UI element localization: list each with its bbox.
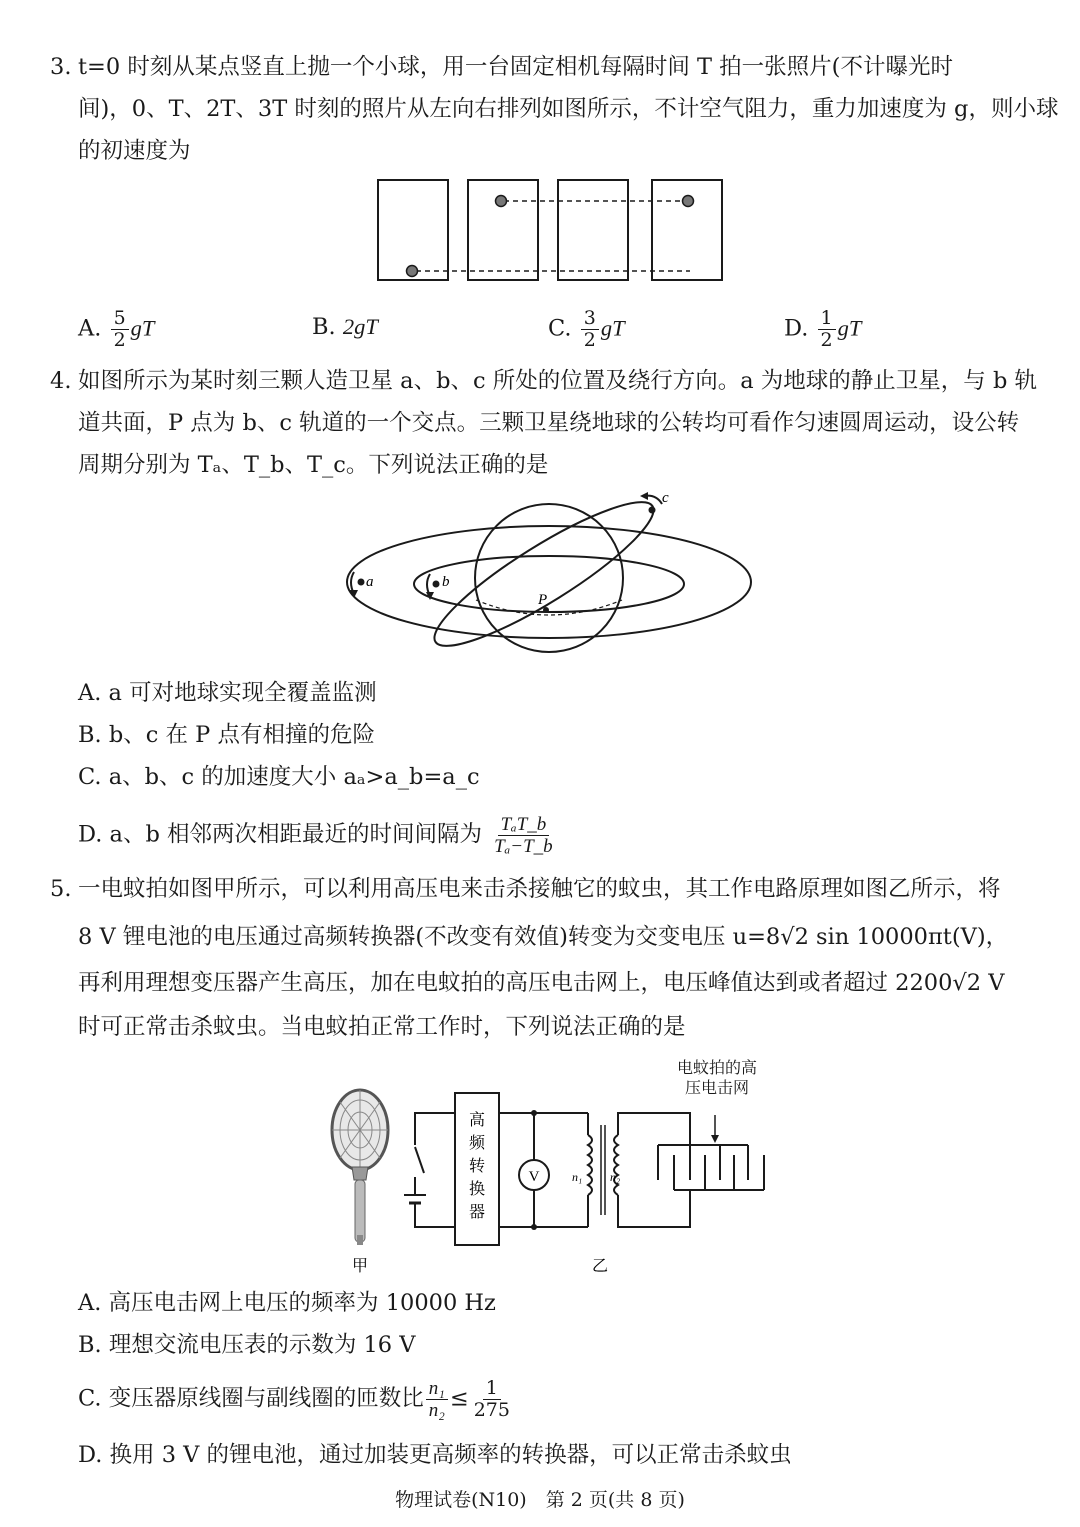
q5-stem-line-4: 时可正常击杀蚊虫。当电蚊拍正常工作时，下列说法正确的是 [78,1014,686,1040]
q4-satellite-orbits-figure [330,482,770,672]
q3-option-d[interactable]: D. $\frac{1}{2}$ gT [784,307,862,351]
label-b: b [442,574,450,590]
q5-stem-line-2: 8 V 锂电池的电压通过高频转换器(不改变有效值)转变为交变电压 u=8√2 sin 10000πt(V)， [78,924,1009,950]
high-voltage-net [658,1115,764,1190]
q3-stem-line-3: 的初速度为 [78,138,191,164]
svg-text:n₂: n₂ [610,1170,621,1184]
label-a: a [366,574,374,590]
q5-stem-line-1: 一电蚊拍如图甲所示，可以利用高压电来击杀接触它的蚊虫，其工作电路原理如图乙所示，将 [78,876,1001,902]
svg-text:换: 换 [468,1181,486,1198]
q4-option-c[interactable]: C. a、b、c 的加速度大小 aₐ>a_b=a_c [78,764,480,790]
photo-frame-t1 [468,180,538,280]
q4-stem-line-2: 道共面，P 点为 b、c 轨道的一个交点。三颗卫星绕地球的公转均可看作匀速圆周运动，设公转 [78,410,1020,436]
net-label-line-1: 电蚊拍的高 [676,1058,757,1077]
q5-option-c[interactable]: C. 变压器原线圈与副线圈的匝数比 $\frac{\text{n₁}}{\text{n₂}}$ ≤ $\frac{1}{275}$ [78,1377,510,1421]
ball-t3 [683,196,694,207]
label-c: c [662,490,669,506]
q3-stem-line-2: 间)，0、T、2T、3T 时刻的照片从左向右排列如图所示，不计空气阻力，重力加速度为 g，则小球 [78,96,1059,122]
mosquito-racket-image [332,1090,388,1245]
q5-number: 5. [50,876,72,902]
orbit-a [347,526,751,638]
q3-option-c[interactable]: C. $\frac{3}{2}$ gT [548,307,625,351]
q3-option-b[interactable]: B. 2gT [312,314,378,340]
primary-coil [588,1135,592,1195]
satellite-c [649,507,656,514]
label-p: P [538,592,548,608]
q4-option-b[interactable]: B. b、c 在 P 点有相撞的危险 [78,722,375,748]
ball-t1 [496,196,507,207]
photo-frame-t2 [558,180,628,280]
q3-option-a[interactable]: A. $\frac{5}{2}$ gT [78,307,155,351]
q5-stem-line-3: 再利用理想变压器产生高压，加在电蚊拍的高压电击网上，电压峰值达到或者超过 2200√2 V [78,970,1005,996]
q4-stem-line-1: 如图所示为某时刻三颗人造卫星 a、b、c 所处的位置及绕行方向。a 为地球的静止卫星，与 b 轨 [78,368,1037,394]
q5-option-b[interactable]: B. 理想交流电压表的示数为 16 V [78,1332,416,1358]
q4-option-a[interactable]: A. a 可对地球实现全覆盖监测 [78,680,377,706]
satellite-a [358,579,365,586]
svg-text:器: 器 [468,1204,486,1221]
q4-stem-line-3: 周期分别为 Tₐ、T_b、T_c。下列说法正确的是 [78,452,549,478]
q4-number: 4. [50,368,72,394]
caption-yi: 乙 [591,1258,609,1275]
q3-photo-frames-figure [370,172,730,287]
q4-option-d[interactable]: D. a、b 相邻两次相距最近的时间间隔为 $\frac{\text{TₐT\_b}}{\text{Tₐ−T\_b}}$ [78,814,553,857]
svg-text:频: 频 [468,1135,486,1152]
page-footer: 物理试卷(N10) 第 2 页(共 8 页) [395,1489,685,1511]
secondary-coil [614,1135,618,1195]
caption-jia: 甲 [351,1258,369,1275]
q5-option-a[interactable]: A. 高压电击网上电压的频率为 10000 Hz [78,1290,496,1316]
q5-circuit-figure [320,1085,770,1280]
svg-text:高: 高 [468,1112,486,1129]
svg-text:n₁: n₁ [572,1170,583,1184]
svg-text:转: 转 [468,1158,486,1175]
q3-number: 3. [50,54,72,80]
q5-option-d[interactable]: D. 换用 3 V 的锂电池，通过加装更高频率的转换器，可以正常击杀蚊虫 [78,1442,792,1468]
ball-t0 [407,266,418,277]
satellite-b [433,581,440,588]
q3-stem-line-1: t=0 时刻从某点竖直上抛一个小球，用一台固定相机每隔时间 T 拍一张照片(不计曝光时 [78,54,953,80]
svg-text:V: V [528,1169,540,1185]
net-label-line-2: 压电击网 [684,1078,749,1097]
